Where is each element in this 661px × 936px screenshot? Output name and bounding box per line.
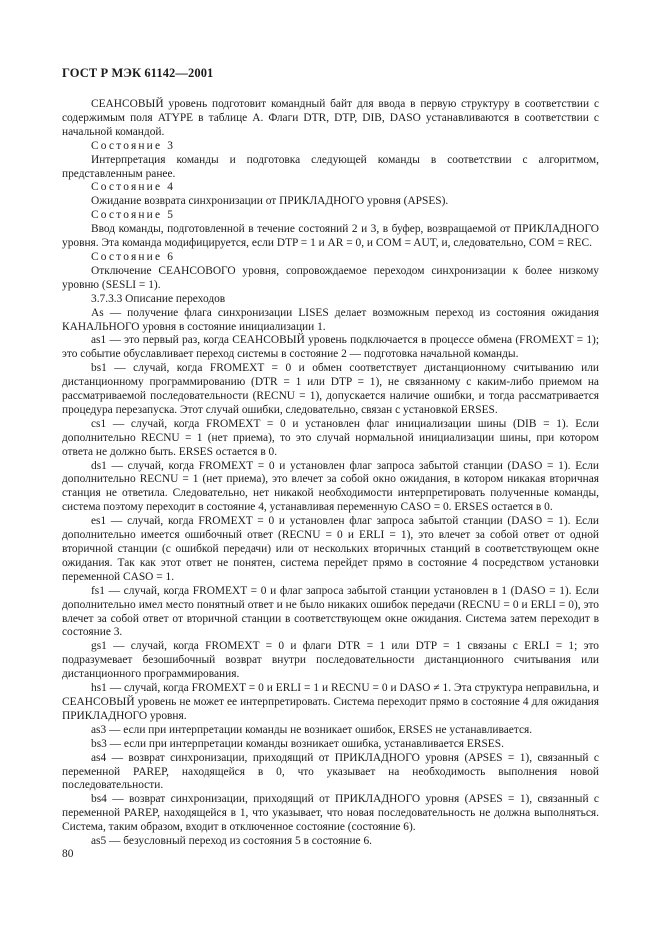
paragraph: bs3 — если при интерпретации команды возникает ошибка, устанавливается ERSES. [91, 737, 504, 750]
paragraph: Интерпретация команды и подготовка следующей команды в соответствии с алгоритмом, представленным ранее. [62, 153, 599, 180]
state-heading: Состояние 3 [91, 139, 176, 152]
paragraph: ds1 — случай, когда FROMEXT = 0 и установлен флаг запроса забытой станции (DASO = 1). Если дополнительно RECNU = 1 (нет приема), это влечет за собой окно ожидания, в котором никакая вторичная станция не ответила. Следовательно, нет никакой необходимости интерпретировать полученные команды, система поэтому переходит в состояние 4, устанавливая переменную CASO = 0. ERSES остается в 0. [62, 459, 599, 514]
section-heading: 3.7.3.3 Описание переходов [91, 292, 226, 305]
paragraph: as3 — если при интерпретации команды не возникает ошибок, ERSES не устанавливается. [91, 723, 533, 736]
paragraph: gs1 — случай, когда FROMEXT = 0 и флаги DTR = 1 или DTP = 1 связаны с ERLI = 1; это подразумевает безошибочный возврат внутри последовательности дистанционного считывания или дистанционного программирования. [62, 640, 599, 681]
paragraph: fs1 — случай, когда FROMEXT = 0 и флаг запроса забытой станции установлен в 1 (DASO = 1). Если дополнительно имел место понятный ответ и не было никаких ошибок передачи (RECNU = 0 и ERLI = 0), это влечет за собой ответ от вторичной станции в соответствующем окне ожидания. Система затем переходит в состояние 3. [62, 584, 599, 639]
paragraph: Отключение СЕАНСОВОГО уровня, сопровождаемое переходом синхронизации к более низкому уровню (SESLI = 1). [62, 264, 599, 291]
state-heading: Состояние 5 [91, 209, 176, 222]
paragraph: as4 — возврат синхронизации, приходящий от ПРИКЛАДНОГО уровня (APSES = 1), связанный с переменной PAREP, находящейся в 0, что указывает на необходимость выполнения новой последовательности. [62, 751, 599, 792]
paragraph: СЕАНСОВЫЙ уровень подготовит командный байт для ввода в первую структуру в соответствии с содержимым поля ATYPE в таблице А. Флаги DTR, DTP, DIB, DASO устанавливаются в соответствии с начальной командой. [62, 98, 599, 138]
paragraph: es1 — случай, когда FROMEXT = 0 и установлен флаг запроса забытой станции (DASO = 1). Если дополнительно имеется ошибочный ответ (RECNU = 0 и ERLI = 1), это влечет за собой ответ от одной вторичной станции (с ошибкой передачи) или от нескольких вторичных станций в соответствующем окне ожидания. Так как этот ответ не понятен, система перейдет прямо в состояние 4 посредством установки переменной CASO = 1. [62, 515, 599, 583]
state-heading: Состояние 6 [91, 250, 176, 263]
paragraph: Ожидание возврата синхронизации от ПРИКЛАДНОГО уровня (APSES). [91, 195, 449, 208]
paragraph: Ввод команды, подготовленной в течение состояний 2 и 3, в буфер, возвращаемой от ПРИКЛАДНОГО уровня. Эта команда модифицируется, если DTP = 1 и AR = 0, и COM = AUT, и, следовательно, COM = REC. [62, 223, 599, 250]
paragraph: bs4 — возврат синхронизации, приходящий от ПРИКЛАДНОГО уровня (APSES = 1), связанный с переменной PAREP, находящейся в 1, что указывает, что новая последовательность не должна выполняться. Система, таким образом, входит в отключенное состояние (состояние 6). [62, 793, 599, 834]
page-number: 80 [62, 848, 74, 860]
document-body [62, 98, 599, 849]
document-page [62, 0, 599, 936]
paragraph: hs1 — случай, когда FROMEXT = 0 и ERLI = 1 и RECNU = 0 и DASO ≠ 1. Эта структура неправильна, и СЕАНСОВЫЙ уровень не может ее интерпретировать. Система переходит прямо в состояние 4 для ожидания ПРИКЛАДНОГО уровня. [62, 682, 599, 722]
paragraph: as5 — безусловный переход из состояния 5 в состояние 6. [91, 835, 372, 848]
paragraph: as1 — это первый раз, когда СЕАНСОВЫЙ уровень подключается в процессе обмена (FROMEXT = 1); это событие обуславливает переход системы в состояние 2 — подготовка начальной команды. [62, 334, 599, 361]
state-heading: Состояние 4 [91, 181, 176, 194]
document-header: ГОСТ Р МЭК 61142—2001 [62, 66, 214, 80]
paragraph: bs1 — случай, когда FROMEXT = 0 и обмен соответствует дистанционному считыванию или дистанционному программированию (DTR = 1 или DTP = 1), не связанному с каким-либо приемом на рассматриваемой последовательности (RECNU = 1), допускается наличие ошибки, и тогда рассматривается процедура перезапуска. Этот случай ошибки, следовательно, связан с установкой ERSES. [62, 362, 599, 416]
paragraph: cs1 — случай, когда FROMEXT = 0 и установлен флаг инициализации шины (DIB = 1). Если дополнительно RECNU = 1 (нет приема), то это случай нормальной инициализации шины, при котором ответа не должно быть. ERSES остается в 0. [62, 417, 599, 458]
paragraph: As — получение флага синхронизации LISES делает возможным переход из состояния ожидания КАНАЛЬНОГО уровня в состояние инициализации 1. [62, 306, 599, 333]
